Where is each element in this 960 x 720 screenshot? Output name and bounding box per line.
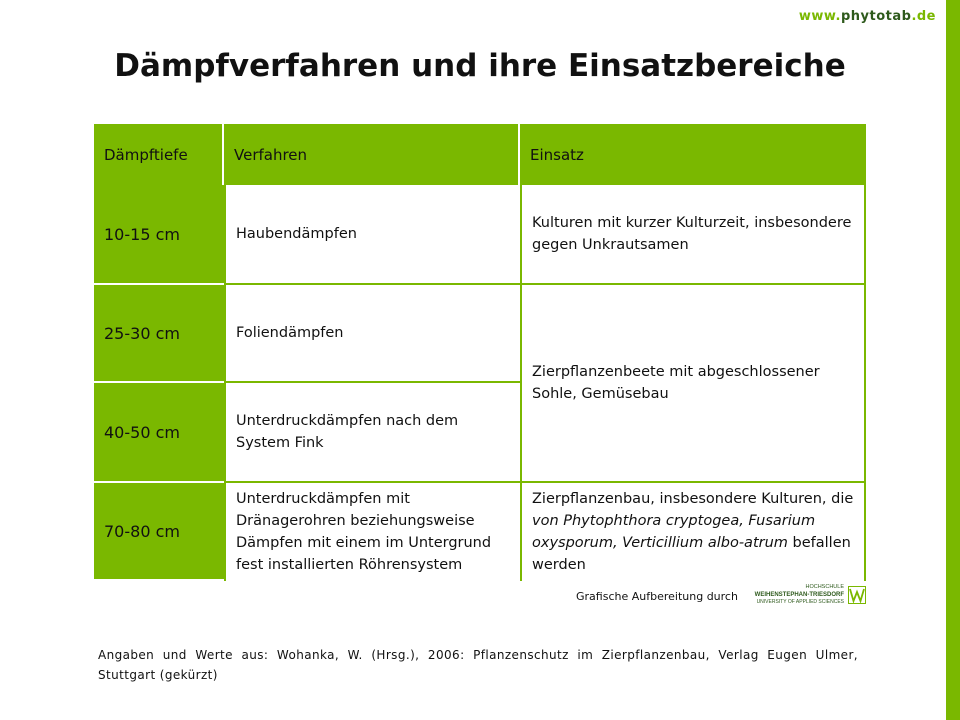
- pathogen-names: von Phytophthora cryptogea, Fusarium oxysporum, Verticillium albo-atrum: [532, 513, 816, 551]
- university-logo: HOCHSCHULE WEIHENSTEPHAN-TRIESDORF UNIVERSITY OF APPLIED SCIENCES: [752, 584, 866, 608]
- side-accent-bar: [946, 0, 960, 720]
- method-cell: Foliendämpfen: [224, 285, 520, 383]
- source-citation: Angaben und Werte aus: Wohanka, W. (Hrsg.), 2006: Pflanzenschutz im Zierpflanzenbau, Verlag Eugen Ulmer, Stuttgart (gekürzt): [98, 648, 858, 682]
- table-header-row: [94, 124, 866, 185]
- table-row: [94, 285, 866, 383]
- depth-cell: 40-50 cm: [94, 383, 224, 483]
- table-row: [94, 185, 866, 285]
- steaming-methods-table: [94, 124, 866, 581]
- use-cell: Kulturen mit kurzer Kulturzeit, insbesondere gegen Unkrautsamen: [520, 185, 866, 285]
- page-title: Dämpfverfahren und ihre Einsatzbereiche: [114, 48, 846, 84]
- depth-cell: 70-80 cm: [94, 483, 224, 581]
- depth-cell: 25-30 cm: [94, 285, 224, 383]
- use-cell: Zierpflanzenbeete mit abgeschlossener Sohle, Gemüsebau: [520, 285, 866, 483]
- graphic-credit: Grafische Aufbereitung durch: [576, 590, 738, 603]
- column-header-method: Verfahren: [224, 124, 520, 185]
- method-cell: Unterdruckdämpfen mit Dränagerohren beziehungsweise Dämpfen mit einem im Untergrund fest installierten Röhrensystem: [224, 483, 520, 581]
- method-cell: Unterdruckdämpfen nach dem System Fink: [224, 383, 520, 483]
- method-cell: Haubendämpfen: [224, 185, 520, 285]
- site-url[interactable]: www.phytotab.de: [798, 9, 936, 24]
- column-header-depth: Dämpftiefe: [94, 124, 224, 185]
- depth-cell: 10-15 cm: [94, 185, 224, 285]
- table-row: [94, 483, 866, 581]
- column-header-use: Einsatz: [520, 124, 866, 185]
- university-logo-icon: [848, 586, 866, 604]
- use-cell: Zierpflanzenbau, insbesondere Kulturen, die von Phytophthora cryptogea, Fusarium oxysporum, Verticillium albo-atrum befallen werden: [520, 483, 866, 581]
